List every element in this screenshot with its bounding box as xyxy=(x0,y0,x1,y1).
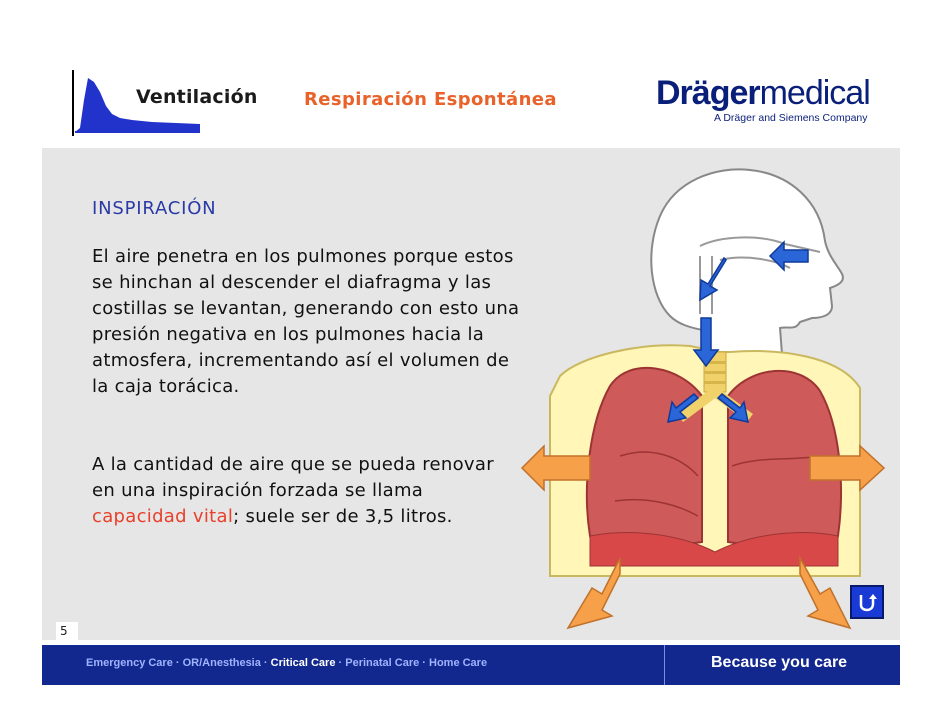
body-paragraph: El aire penetra en los pulmones porque estos se hinchan al descender el diafragma y las costillas se levantan, generando con esto una presión negativa en los pulmones hacia la atmosfera, incrementando así el volumen de la caja torácica. xyxy=(92,246,520,397)
footer-link-or-anesthesia[interactable]: OR/Anesthesia xyxy=(182,657,261,669)
page-number: 5 xyxy=(56,622,78,640)
footer-separator: · xyxy=(260,657,271,669)
brand-name xyxy=(656,74,870,113)
footer-separator: · xyxy=(172,657,183,669)
left-lung xyxy=(587,368,702,553)
brand-tagline: A Dräger and Siemens Company xyxy=(714,112,868,124)
paragraph-text: A la cantidad de aire que se pueda renovar en una inspiración forzada se llama xyxy=(92,454,494,501)
respiratory-system-diagram xyxy=(520,156,910,634)
brand-logo xyxy=(656,74,870,124)
return-button[interactable] xyxy=(850,585,884,619)
footer-divider xyxy=(664,645,665,685)
page-title: Ventilación xyxy=(136,86,258,108)
highlighted-term: capacidad vital xyxy=(92,506,234,527)
footer-separator: · xyxy=(335,657,346,669)
footer-nav xyxy=(86,657,487,669)
page-subtitle: Respiración Espontánea xyxy=(304,89,557,110)
footer-link-home-care[interactable]: Home Care xyxy=(429,657,488,669)
footer-slogan: Because you care xyxy=(711,654,848,671)
body-paragraph-capacity xyxy=(92,452,522,530)
footer-link-emergency-care[interactable]: Emergency Care xyxy=(86,657,173,669)
footer-link-critical-care[interactable]: Critical Care xyxy=(270,657,336,669)
brand-name-bold: Dräger xyxy=(656,74,760,112)
paragraph-text: ; suele ser de 3,5 litros. xyxy=(233,506,453,527)
brand-name-light: medical xyxy=(759,74,870,112)
head-outline xyxy=(651,169,843,354)
footer-separator: · xyxy=(419,657,429,669)
return-arrow-icon xyxy=(856,591,878,613)
footer-link-perinatal-care[interactable]: Perinatal Care xyxy=(345,657,420,669)
section-heading: INSPIRACIÓN xyxy=(92,198,217,219)
